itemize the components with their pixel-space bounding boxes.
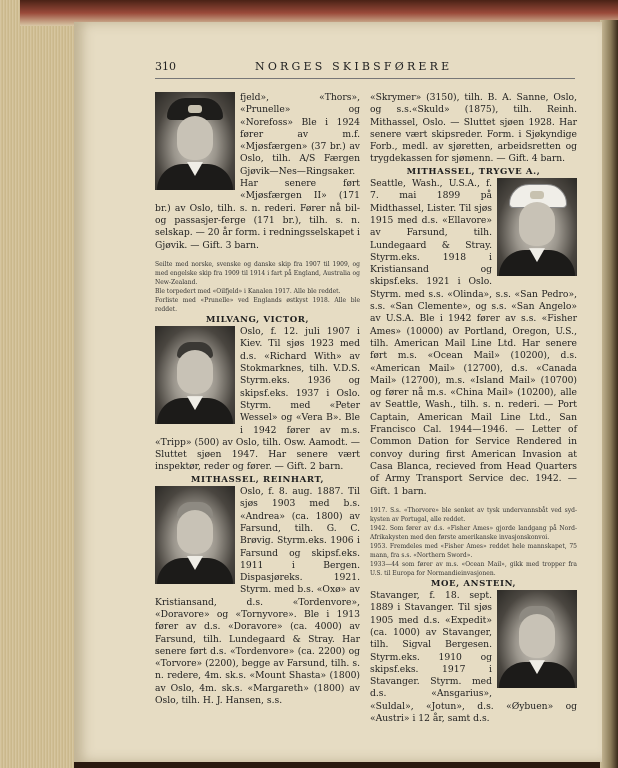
portrait-cap-badge [188, 105, 202, 113]
portrait-photo-milvang [155, 326, 235, 424]
entry-note: Seilte med norske, svenske og danske skip fra 1907 til 1909, og med engelske skip fra 1909 til 1914 i fart på England, Australia og New-Zealand. [155, 260, 360, 286]
book-spine-edge [600, 20, 618, 768]
entry-note: 1953. Fremdeles med «Fisher Ames» reddet hele mannskapet, 75 mann, fra s.s. «Northern Sword». [370, 542, 577, 559]
portrait-photo-captain-cap [155, 92, 235, 190]
page-edges [0, 0, 74, 768]
portrait-face [177, 116, 213, 160]
portrait-face [519, 202, 555, 246]
header-rule [155, 78, 575, 79]
entry-text-moe: Stavanger, f. 18. sept. 1889 i Stavanger. Til sjøs 1905 med d.s. «Expedit» (ca. 1000) av Stavanger, tilh. Sigval Bergesen. Styrm.eks. 1910 og skipsf.eks. 1917 i Stavanger. Styrm. med d.s. «Ansgarius», «Suldal», «Jotun», d.s. «Øybuen» og «Austri» i 12 år, samt d.s. [370, 590, 577, 725]
portrait-photo-mithassel-reinhart [155, 486, 235, 584]
portrait-face [519, 614, 555, 658]
entry-text-mithassel-reinhart: Oslo, f. 8. aug. 1887. Til sjøs 1903 med b.s. «Andrea» (ca. 1800) av Farsund, tilh. G. C. Brøvig. Styrm.eks. 1906 i Farsund og skipsf.eks. 1911 i Bergen. Dispasjøreks. 1921. Styrm. med b.s. «Oxø» av Kristiansand, d.s. «Tordenvore», «Doravore» og «Tornyvore». Ble i 1913 fører av d.s. «Doravore» (ca. 4000) av Farsund, tilh. Lundegaard & Stray. Har senere ført d.s. «Tordenvore» (ca. 2200) og «Torvore» (2200), begge av Farsund, tilh. s. n. redere, 4m. sk.s. «Mount Shasta» (1800) av Oslo, 4m. sk.s. «Margareth» (1800) av Oslo, tilh. H. J. Hansen, s.s. [155, 486, 360, 707]
entry-text-mithassel-trygve: Seattle, Wash., U.S.A., f. 7. mai 1899 på Midthassel, Lister. Til sjøs 1915 med d.s. «Ellavore» av Farsund, tilh. Lundegaard & Stray. Styrm.eks. 1918 i Kristiansand og skipsf.eks. 1921 i Oslo. Styrm. med s.s. «Olinda», s.s. «San Pedro», s.s. «San Clemente», og s.s. «San Angelo» av U.S.A. Ble i 1942 fører av s.s. «Fisher Ames» (10000) av Portland, Oregon, U.S., tilh. American Mail Line Ltd. Har senere ført m.s. «Ocean Mail» (10200), d.s. «American Mail» (12700), d.s. «Canada Mail» (12700), m.s. «Island Mail» (10700) og fører nå m.s. «China Mail» (10200), alle av Seattle, Wash., tilh. s. n. rederi. — Port Captain, American Mail Line Ltd., San Francisco Cal. 1944—1946. — Letter of Common Dation for Service Rendered in convoy during first American Invasion at Casa Blanca, recieved from Head Quarters of Army Transport Service dec. 1942. — Gift. 1 barn. [370, 178, 577, 497]
entry-note: Forliste med «Prunelle» ved Englands østkyst 1918. Alle ble reddet. [155, 296, 360, 313]
entry-text-continued: «Skrymer» (3150), tilh. B. A. Sanne, Oslo, og s.s.«Skuld» (1875), tilh. Reinh. Mithassel, Oslo. — Sluttet sjøen 1928. Har senere vært skipsreder. Form. i Sjøkyndige Forb., medl. av sjøretten, arbeidsretten og trygdekassen for sjømenn. — Gift. 4 barn. [370, 92, 577, 165]
entry-heading-mithassel-reinhart: MITHASSEL, REINHART, [190, 474, 325, 485]
entry-note: 1917. S.s. «Thorvore» ble senket av tysk undervannsbåt ved syd-kysten av Portugal, alle reddet. [370, 506, 577, 523]
portrait-cap-badge [530, 191, 544, 199]
right-column [370, 92, 577, 725]
entry-text-continued: fjeld», «Thors», «Prunelle» og «Norefoss» Ble i 1924 fører av m.f. «Mjøsfærgen» (37 br.) av Oslo, tilh. A/S Færgen Gjøvik—Nes—Ringsaker. Har senere ført «Mjøsfærgen II» (171 br.) av Oslo, tilh. s. n. rederi. Fører nå bil- og passasjer-ferge (171 br.), tilh. s. n. selskap. — 20 år form. i redningsselskapet i Gjøvik. — Gift. 3 barn. [155, 92, 360, 251]
page-header [155, 60, 575, 74]
entry-heading-milvang: MILVANG, VICTOR, [205, 314, 310, 325]
portrait-photo-moe [497, 590, 577, 688]
page-number: 310 [155, 60, 176, 73]
entry-heading-moe: MOE, ANSTEIN, [430, 578, 517, 589]
entry-note: Ble torpedert med «Oilfjeld» i Kanalen 1917. Alle ble reddet. [155, 287, 341, 295]
running-title: NORGES SKIBSFØRERE [255, 60, 453, 73]
entry-note: 1942. Som fører av d.s. «Fisher Ames» gjorde landgang på Nord-Afrikakysten med den første amerikanske invasjonskonvoi. [370, 524, 577, 541]
entry-heading-mithassel-trygve: MITHASSEL, TRYGVE A., [406, 166, 541, 177]
portrait-face [177, 350, 213, 394]
left-column [155, 92, 360, 707]
entry-note: 1933—44 som fører av m.s. «Ocean Mail», gikk med tropper fra U.S. til Europa for Normandieinvasjonen. [370, 560, 577, 577]
entry-text-milvang: Oslo, f. 12. juli 1907 i Kiev. Til sjøs 1923 med d.s. «Richard With» av Stokmarknes, tilh. V.D.S. Styrm.eks. 1936 og skipsf.eks. 1937 i Oslo. Styrm. med «Peter Wessel» og «Vera B». Ble i 1942 fører av m.s. «Tripp» (500) av Oslo, tilh. Osw. Aamodt. — Sluttet sjøen 1947. Har senere vært inspektør, reder og fører. — Gift. 2 barn. [155, 326, 360, 473]
portrait-photo-mithassel-trygve [497, 178, 577, 276]
portrait-face [177, 510, 213, 554]
